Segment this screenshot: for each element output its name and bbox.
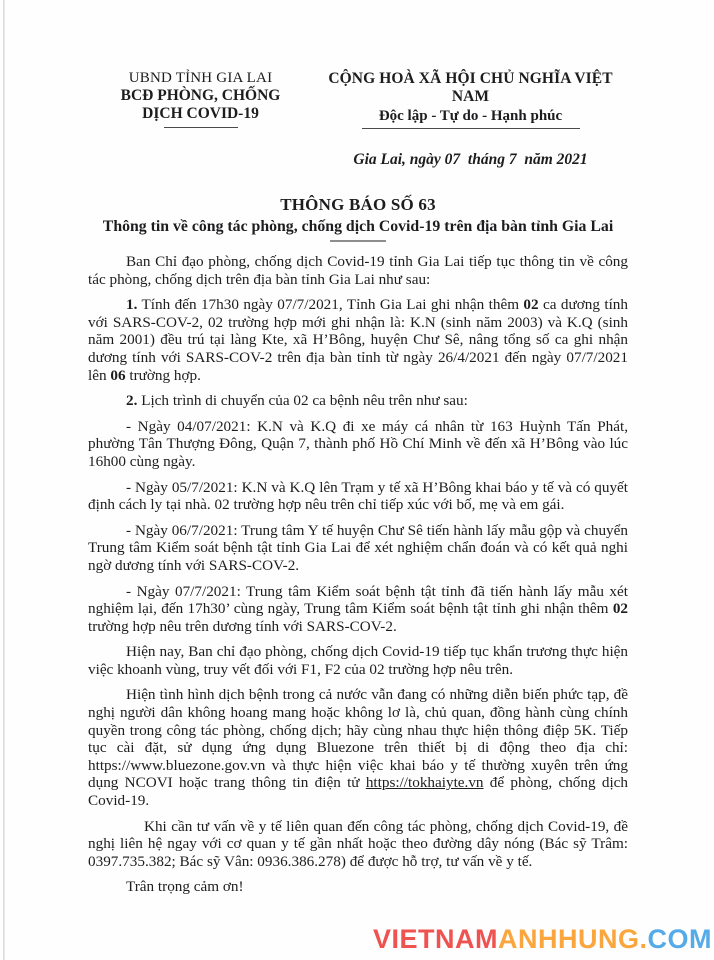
paragraph-itinerary-0407: - Ngày 04/07/2021: K.N và K.Q đi xe máy cá nhân từ 163 Huỳnh Tấn Phát, phường Tân Thượng Đông, Quận 7, thành phố Hồ Chí Minh về đến xã H’Bông vào lúc 16h00 cùng ngày. — [88, 417, 628, 470]
paragraph-itinerary-0507: - Ngày 05/7/2021: K.N và K.Q lên Trạm y tế xã H’Bông khai báo y tế và có quyết định cách ly tại nhà. 02 trường hợp nêu trên chỉ tiếp xúc với bố, mẹ và em gái. — [88, 478, 628, 514]
issuer-line-3: DỊCH COVID-19 — [142, 105, 259, 122]
document-body — [88, 253, 628, 896]
national-motto: Độc lập - Tự do - Hạnh phúc — [378, 108, 563, 124]
document-date: Gia Lai, ngày 07 tháng 7 năm 2021 — [353, 151, 588, 168]
document-subtitle: Thông tin về công tác phòng, chống dịch Covid-19 trên địa bàn tỉnh Gia Lai — [102, 218, 614, 235]
watermark-part-2: ANHHUNG. — [498, 924, 648, 954]
paragraph-closing: Trân trọng cảm ơn! — [126, 878, 244, 896]
national-title: CỘNG HOÀ XÃ HỘI CHỦ NGHĨA VIỆT NAM — [328, 70, 613, 105]
motto-underline — [362, 128, 580, 129]
watermark-part-1: VIETNAM — [373, 924, 498, 954]
paragraph-itinerary-0707: - Ngày 07/7/2021: Trung tâm Kiểm soát bệnh tật tỉnh đã tiến hành lấy mẫu xét nghiệm lại, đến 17h30’ cùng ngày, Trung tâm Kiểm soát bệnh tật tỉnh ghi nhận thêm 02 trường hợp nêu trên dương tính với SARS-COV-2. — [88, 582, 628, 635]
issuer-underline — [164, 127, 238, 128]
paragraph-tracing: Hiện nay, Ban chỉ đạo phòng, chống dịch Covid-19 tiếp tục khẩn trương thực hiện việc khoanh vùng, truy vết đối với F1, F2 của 02 trường hợp nêu trên. — [88, 643, 628, 678]
paragraph-hotline: Khi cần tư vấn về y tế liên quan đến công tác phòng, chống dịch Covid-19, đề nghị liên hệ ngay với cơ quan y tế gần nhất hoặc theo đường dây nóng (Bác sỹ Trâm: 0397.735.382; Bác sỹ Vân: 0936.386.278) để được hỗ trợ, tư vấn về y tế. — [88, 817, 628, 870]
paragraph-intro: Ban Chỉ đạo phòng, chống dịch Covid-19 tỉnh Gia Lai tiếp tục thông tin về công tác phòng, chống dịch trên địa bàn tỉnh Gia Lai như sau: — [88, 253, 628, 288]
watermark-vietnamanhhung — [373, 924, 712, 955]
issuer-line-2: BCĐ PHÒNG, CHỐNG — [120, 87, 281, 104]
paragraph-advisory-5k: Hiện tình hình dịch bệnh trong cả nước vẫn đang có những diễn biến phức tạp, đề nghị người dân không hoang mang hoặc không lơ là, chủ quan, đồng hành cùng chính quyền trong công tác phòng, chống dịch; hãy cùng nhau thực hiện thông điệp 5K. Tiếp tục cài đặt, sử dụng ứng dụng Bluezone trên thiết bị di động theo địa chỉ: https://www.bluezone.gov.vn và thực hiện việc khai báo y tế thường xuyên trên ứng dụng NCOVI hoặc trang thông tin điện tử https://tokhaiyte.vn để phòng, chống dịch Covid-19. — [88, 686, 628, 810]
national-header-block — [313, 70, 628, 169]
watermark-part-3: COM — [647, 924, 712, 954]
document-title: THÔNG BÁO SỐ 63 — [280, 195, 436, 214]
document-header — [88, 70, 628, 169]
issuer-line-1: UBND TỈNH GIA LAI — [128, 70, 273, 86]
paragraph-section-1: 1. Tính đến 17h30 ngày 07/7/2021, Tỉnh Gia Lai ghi nhận thêm 02 ca dương tính với SARS-COV-2, 02 trường hợp mới ghi nhận là: K.N (sinh năm 2003) và K.Q (sinh năm 2001) đều trú tại làng Kte, xã H’Bông, huyện Chư Sê, nâng tổng số ca ghi nhận dương tính với SARS-COV-2 trên địa bàn tỉnh từ ngày 26/4/2021 đến ngày 07/7/2021 lên 06 trường hợp. — [88, 296, 628, 384]
title-block — [88, 195, 628, 242]
title-underline — [330, 240, 386, 242]
scan-edge-line — [3, 0, 5, 960]
paragraph-section-2: 2. Lịch trình di chuyển của 02 ca bệnh nêu trên như sau: — [126, 392, 468, 410]
paragraph-itinerary-0607: - Ngày 06/7/2021: Trung tâm Y tế huyện Chư Sê tiến hành lấy mẫu gộp và chuyển Trung tâm Kiểm soát bệnh tật tỉnh Gia Lai để xét nghiệm chẩn đoán và có kết quả nghi ngờ dương tính với SARS-COV-2. — [88, 521, 628, 574]
issuer-block — [88, 70, 313, 169]
